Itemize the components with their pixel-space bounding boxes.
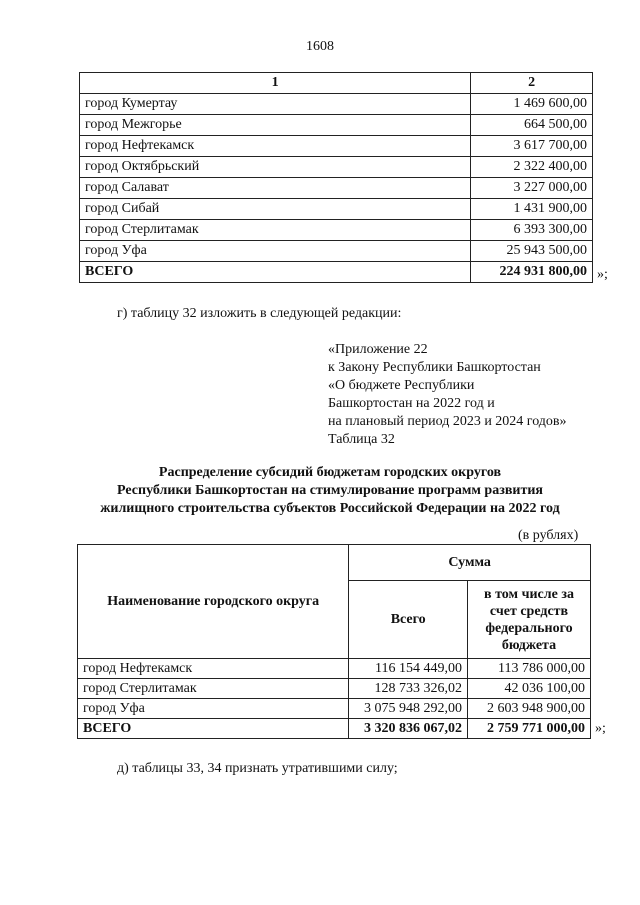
title-line: Республики Башкортостан на стимулирование программ развития bbox=[117, 483, 543, 498]
instruction-d: д) таблицы 33, 34 признать утратившими силу; bbox=[117, 761, 398, 776]
row-value: 25 943 500,00 bbox=[471, 241, 593, 262]
row-value: 1 469 600,00 bbox=[471, 94, 593, 115]
row-name: город Межгорье bbox=[80, 115, 471, 136]
table-row bbox=[80, 115, 593, 136]
appendix-line: Таблица 32 bbox=[328, 432, 395, 447]
table-1 bbox=[79, 72, 593, 283]
row-name: город Стерлитамак bbox=[80, 220, 471, 241]
row-name: город Октябрьский bbox=[80, 157, 471, 178]
row-name: город Нефтекамск bbox=[80, 136, 471, 157]
table-2-title bbox=[50, 464, 610, 518]
col-federal-header: в том числе за счет средств федерального бюджета bbox=[468, 581, 591, 659]
col-name-header: Наименование городского округа bbox=[78, 545, 349, 659]
row-name: город Салават bbox=[80, 178, 471, 199]
row-name: город Уфа bbox=[78, 699, 349, 719]
row-name: город Кумертау bbox=[80, 94, 471, 115]
total-total: 3 320 836 067,02 bbox=[349, 719, 468, 739]
table-2-header-row-1 bbox=[78, 545, 591, 581]
table-row bbox=[80, 157, 593, 178]
appendix-line: «О бюджете Республики bbox=[328, 378, 475, 393]
appendix-line: «Приложение 22 bbox=[328, 342, 428, 357]
appendix-header bbox=[328, 341, 567, 449]
table-row bbox=[78, 699, 591, 719]
total-row bbox=[78, 719, 591, 739]
row-value: 3 617 700,00 bbox=[471, 136, 593, 157]
row-value: 1 431 900,00 bbox=[471, 199, 593, 220]
table-row bbox=[80, 136, 593, 157]
row-total: 128 733 326,02 bbox=[349, 679, 468, 699]
col-2-header: 2 bbox=[471, 73, 593, 94]
row-federal: 2 603 948 900,00 bbox=[468, 699, 591, 719]
row-federal: 113 786 000,00 bbox=[468, 659, 591, 679]
col-sum-header: Сумма bbox=[349, 545, 591, 581]
row-name: город Нефтекамск bbox=[78, 659, 349, 679]
row-total: 116 154 449,00 bbox=[349, 659, 468, 679]
row-value: 3 227 000,00 bbox=[471, 178, 593, 199]
appendix-line: на плановый период 2023 и 2024 годов» bbox=[328, 414, 567, 429]
appendix-line: к Закону Республики Башкортостан bbox=[328, 360, 541, 375]
row-name: город Уфа bbox=[80, 241, 471, 262]
row-total: 3 075 948 292,00 bbox=[349, 699, 468, 719]
row-value: 2 322 400,00 bbox=[471, 157, 593, 178]
table-row bbox=[78, 679, 591, 699]
table-row bbox=[80, 94, 593, 115]
table-2 bbox=[77, 544, 591, 739]
col-1-header: 1 bbox=[80, 73, 471, 94]
table-row bbox=[80, 241, 593, 262]
table-row bbox=[78, 659, 591, 679]
row-value: 664 500,00 bbox=[471, 115, 593, 136]
col-total-header: Всего bbox=[349, 581, 468, 659]
title-line: жилищного строительства субъектов Российской Федерации на 2022 год bbox=[100, 501, 560, 516]
total-value: 224 931 800,00 bbox=[471, 262, 593, 283]
title-line: Распределение субсидий бюджетам городских округов bbox=[158, 465, 502, 480]
page-number: 1608 bbox=[306, 39, 334, 54]
appendix-line: Башкортостан на 2022 год и bbox=[328, 396, 495, 411]
total-label: ВСЕГО bbox=[78, 719, 349, 739]
total-label: ВСЕГО bbox=[80, 262, 471, 283]
row-value: 6 393 300,00 bbox=[471, 220, 593, 241]
table-row bbox=[80, 199, 593, 220]
instruction-g: г) таблицу 32 изложить в следующей редакции: bbox=[117, 306, 402, 321]
row-name: город Стерлитамак bbox=[78, 679, 349, 699]
table-1-closing-quote: »; bbox=[597, 267, 608, 282]
table-row bbox=[80, 178, 593, 199]
total-row bbox=[80, 262, 593, 283]
table-row bbox=[80, 220, 593, 241]
table-2-closing-quote: »; bbox=[595, 721, 606, 736]
table-1-header bbox=[80, 73, 593, 94]
total-federal: 2 759 771 000,00 bbox=[468, 719, 591, 739]
units-label: (в рублях) bbox=[518, 528, 579, 543]
row-name: город Сибай bbox=[80, 199, 471, 220]
row-federal: 42 036 100,00 bbox=[468, 679, 591, 699]
